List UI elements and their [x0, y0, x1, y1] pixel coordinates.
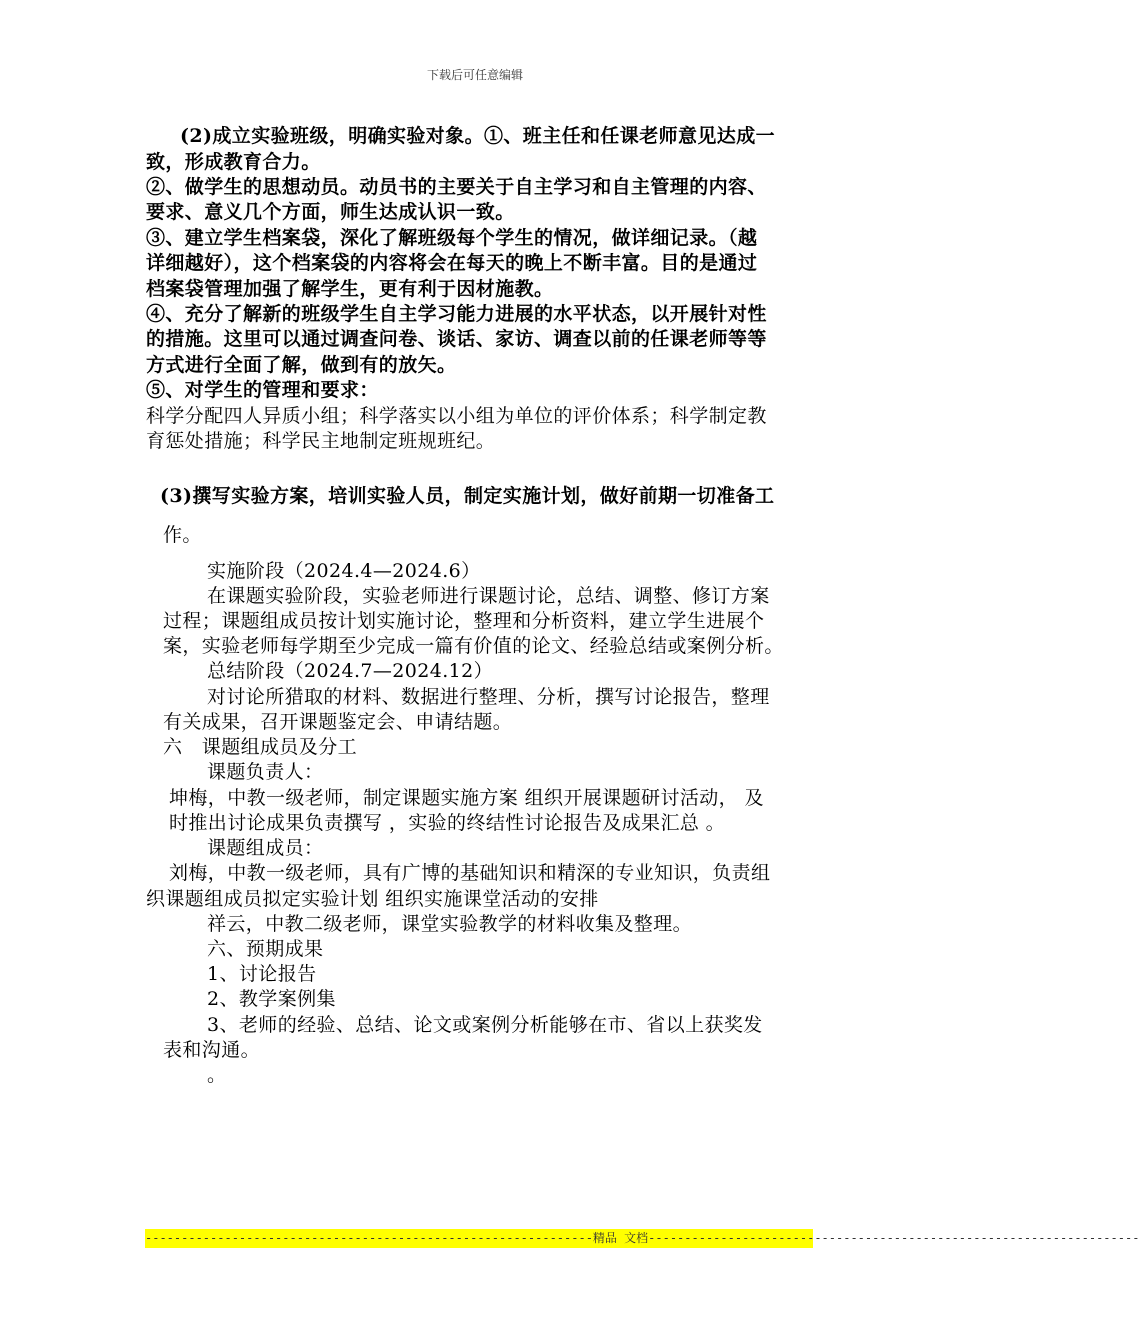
section-heading: 六、预期成果: [207, 938, 324, 960]
section-heading: 总结阶段（2024.7—2024.12）: [207, 660, 494, 682]
header-note: 下载后可任意编辑: [426, 68, 523, 82]
text-line: 要求、意义几个方面，师生达成认识一致。: [146, 201, 515, 223]
text-line: 详细越好），这个档案袋的内容将会在每天的晚上不断丰富。目的是通过: [146, 252, 758, 274]
section-heading: 六 课题组成员及分工: [163, 736, 358, 758]
section-heading: 实施阶段（2024.4—2024.6）: [207, 560, 481, 582]
text-line: 过程；课题组成员按计划实施讨论，整理和分析资料，建立学生进展个: [163, 610, 765, 632]
list-item: 2、教学案例集: [207, 988, 336, 1010]
text-line: 时推出讨论成果负责撰写 ，实验的终结性讨论报告及成果汇总 。: [169, 812, 726, 834]
text-line: 课题组成员：: [207, 837, 324, 859]
text-line: 的措施。这里可以通过调查问卷、谈话、家访、调查以前的任课老师等等: [146, 328, 767, 350]
text-line: 表和沟通。: [163, 1039, 261, 1061]
text-line: 育惩处措施；科学民主地制定班规班纪。: [146, 430, 496, 452]
text-line: (2)成立实验班级，明确实验对象。①、班主任和任课老师意见达成一: [180, 125, 776, 147]
footer-banner: --------------------------------------------------------------精品 文档--------------------------------------------------------------------: [145, 1229, 813, 1248]
list-item: 1、讨论报告: [207, 963, 317, 985]
text-line: 坤梅，中教一级老师，制定课题实施方案 组织开展课题研讨活动， 及: [169, 787, 764, 809]
text-line: 致，形成教育合力。: [146, 151, 321, 173]
text-line: 祥云，中教二级老师，课堂实验教学的材料收集及整理。: [207, 913, 693, 935]
text-line: (3)撰写实验方案，培训实验人员，制定实施计划，做好前期一切准备工: [160, 485, 775, 507]
text-line: ⑤、对学生的管理和要求：: [146, 379, 379, 401]
text-line: 方式进行全面了解，做到有的放矢。: [146, 354, 457, 376]
text-line: 课题负责人：: [207, 761, 324, 783]
text-line: 织课题组成员拟定实验计划 组织实施课堂活动的安排: [146, 888, 599, 910]
text-line: 有关成果，召开课题鉴定会、申请结题。: [163, 711, 513, 733]
text-line: ④、充分了解新的班级学生自主学习能力进展的水平状态，以开展针对性: [146, 303, 767, 325]
text-line: 。: [207, 1064, 227, 1086]
text-line: 档案袋管理加强了解学生，更有利于因材施教。: [146, 278, 554, 300]
list-item: 3、老师的经验、总结、论文或案例分析能够在市、省以上获奖发: [207, 1014, 763, 1036]
text-line: 刘梅，中教一级老师，具有广博的基础知识和精深的专业知识，负责组: [169, 862, 771, 884]
text-line: 作。: [163, 524, 202, 546]
text-line: 对讨论所猎取的材料、数据进行整理、分析，撰写讨论报告，整理: [207, 686, 770, 708]
text-line: 科学分配四人异质小组；科学落实以小组为单位的评价体系；科学制定教: [146, 405, 767, 427]
text-line: ②、做学生的思想动员。动员书的主要关于自主学习和自主管理的内容、: [146, 176, 767, 198]
text-line: 案，实验老师每学期至少完成一篇有价值的论文、经验总结或案例分析。: [163, 635, 784, 657]
text-line: ③、建立学生档案袋，深化了解班级每个学生的情况，做详细记录。（越: [146, 227, 758, 249]
text-line: 在课题实验阶段，实验老师进行课题讨论，总结、调整、修订方案: [207, 585, 770, 607]
